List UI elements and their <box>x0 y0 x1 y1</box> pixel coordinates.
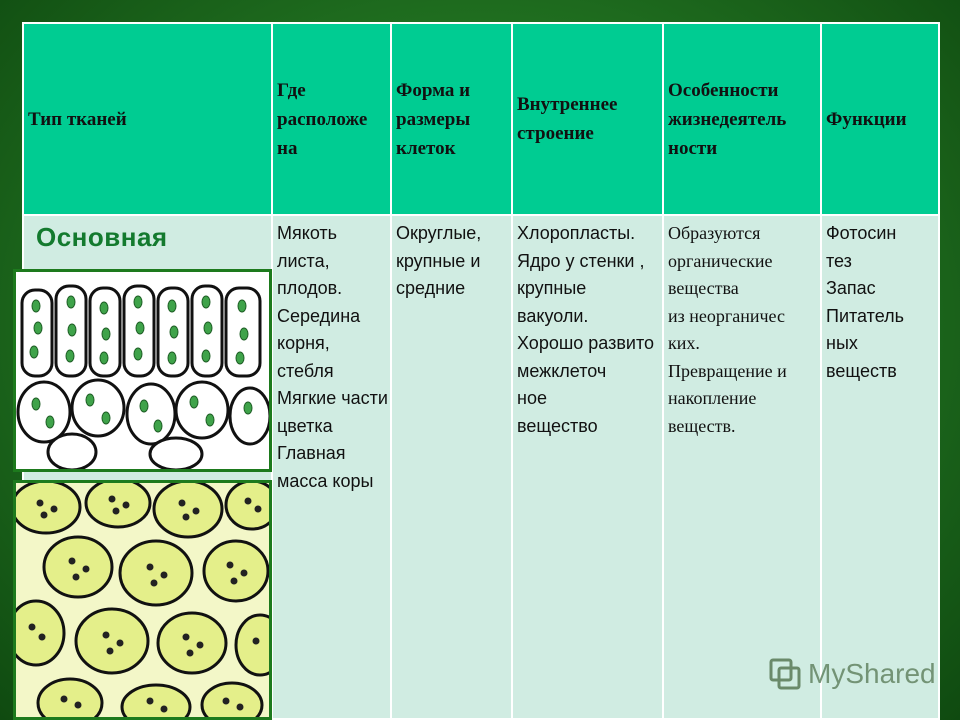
cell-functions: Фотосин тез Запас Питатель ных веществ <box>821 215 939 719</box>
header-location: Где расположе на <box>272 23 391 215</box>
palisade-tissue-illustration <box>13 269 272 472</box>
cell-structure: Хлоропласты. Ядро у стенки , крупные вакуоли. Хорошо развито межклеточ ное вещество <box>512 215 663 719</box>
header-structure: Внутреннее строение <box>512 23 663 215</box>
tissue-type-name: Основная <box>36 222 168 252</box>
cell-shape: Округлые, крупные и средние <box>391 215 512 719</box>
header-features: Особенности жизнедеятель ности <box>663 23 821 215</box>
cell-location: Мякоть листа, плодов. Середина корня, стебля Мягкие части цветка Главная масса коры <box>272 215 391 719</box>
slides-logo-icon <box>768 657 802 691</box>
cell-features: Образуются органические вещества из неорганичес ких. Превращение и накопление веществ. <box>663 215 821 719</box>
spongy-tissue-illustration <box>13 480 272 720</box>
watermark <box>768 656 936 692</box>
palisade-cells-drawing <box>16 272 269 469</box>
watermark-text: MyShared <box>808 658 936 689</box>
spongy-cells-drawing <box>16 483 269 717</box>
table-header-row <box>23 23 939 215</box>
header-functions: Функции <box>821 23 939 215</box>
header-tissue-type: Тип тканей <box>23 23 272 215</box>
header-cell-shape: Форма и размеры клеток <box>391 23 512 215</box>
